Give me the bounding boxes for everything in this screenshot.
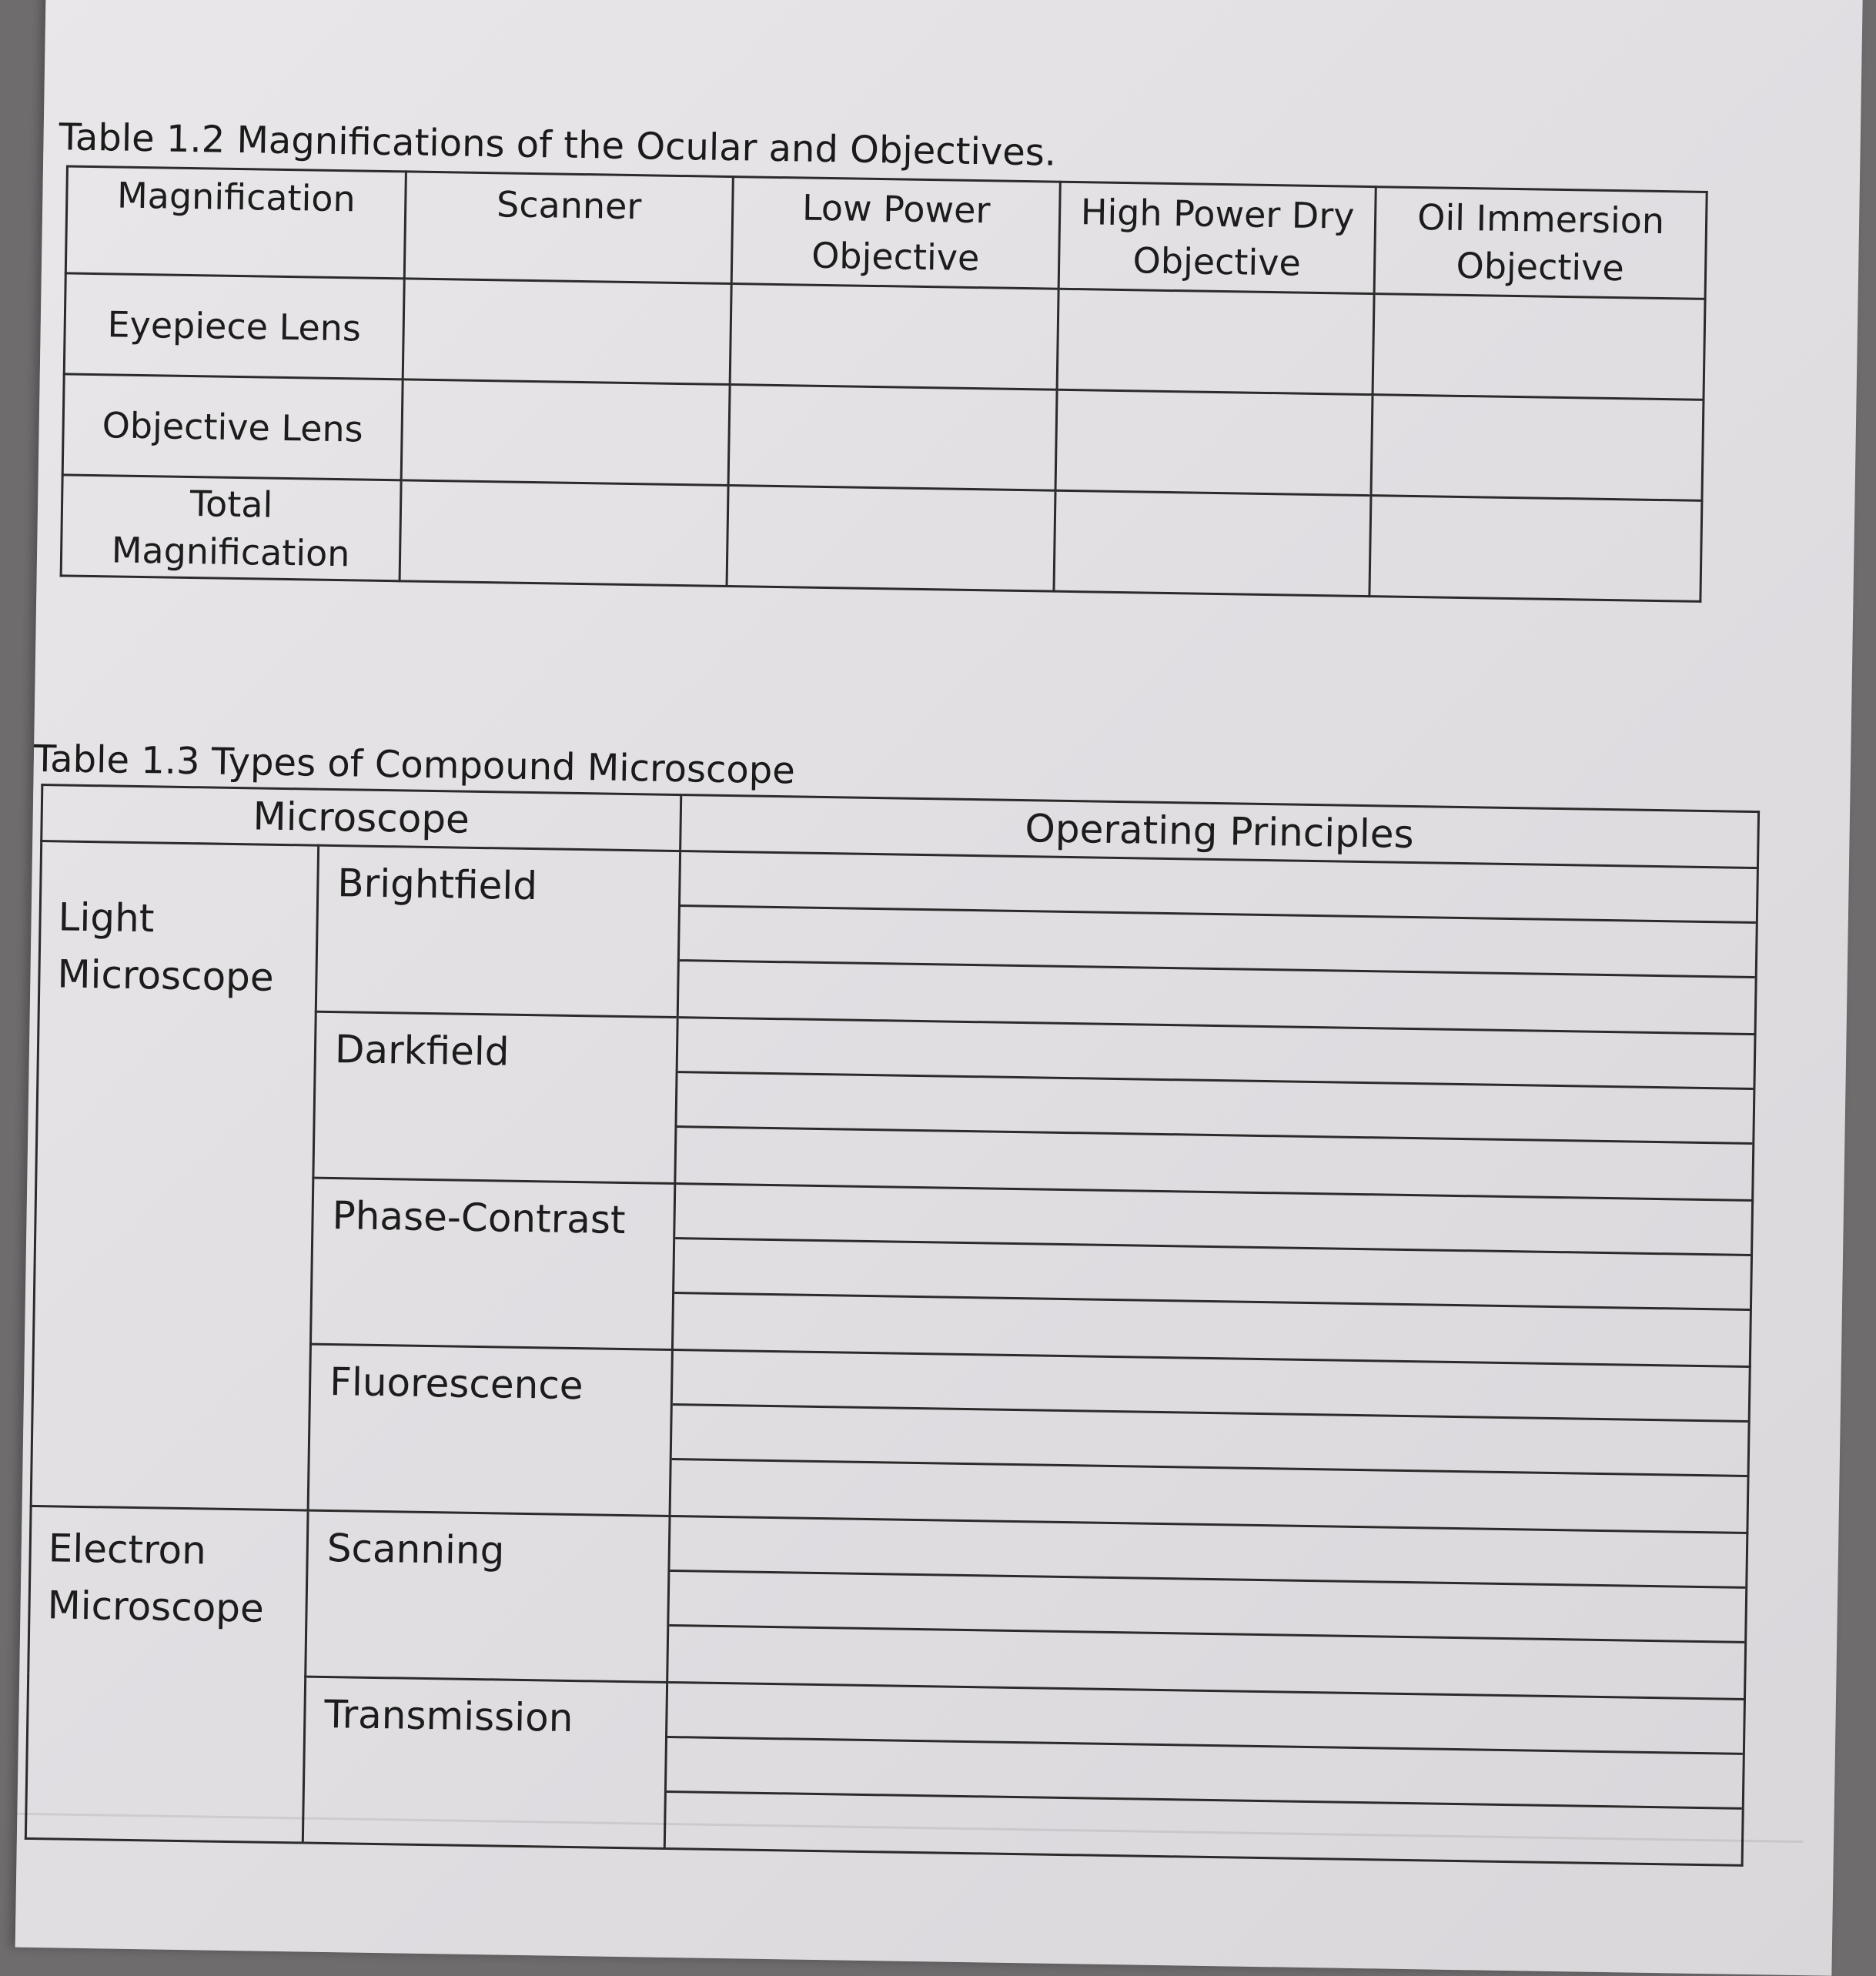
table-row	[28, 1506, 1747, 1699]
magnification-table	[60, 165, 1708, 602]
category-light-microscope-label: Light Microscope	[57, 894, 275, 1000]
answer-cell[interactable]	[727, 486, 1055, 592]
answer-lines[interactable]	[675, 1018, 1755, 1201]
answer-lines[interactable]	[670, 1349, 1750, 1533]
microscope-types-table	[25, 784, 1760, 1867]
answer-cell[interactable]	[401, 379, 730, 486]
header-scanner: Scanner	[404, 172, 733, 284]
answer-cell[interactable]	[730, 284, 1058, 390]
type-darkfield: Darkfield	[313, 1011, 677, 1183]
header-magnification: Magnification	[65, 166, 406, 279]
header-operating-principles: Operating Principles	[681, 795, 1759, 868]
answer-cell[interactable]	[1369, 496, 1702, 602]
category-electron-microscope-label: Electron Microscope	[47, 1526, 265, 1631]
answer-cell[interactable]	[1371, 395, 1704, 501]
type-scanning: Scanning	[306, 1510, 670, 1682]
table-1-2-caption: Table 1.2 Magnifications of the Ocular and Objectives.	[59, 115, 1057, 175]
answer-cell[interactable]	[1057, 289, 1374, 394]
answer-lines[interactable]	[677, 851, 1757, 1035]
header-oil-immersion	[1374, 187, 1707, 299]
answer-cell[interactable]	[1055, 390, 1373, 495]
table-1-3-caption: Table 1.3 Types of Compound Microscope	[33, 737, 796, 793]
type-phase-contrast: Phase-Contrast	[310, 1178, 674, 1349]
answer-cell[interactable]	[728, 385, 1057, 491]
table-row	[38, 841, 1757, 1035]
answer-cell[interactable]	[1054, 490, 1371, 596]
type-transmission: Transmission	[303, 1677, 667, 1848]
answer-cell[interactable]	[1373, 294, 1705, 400]
row-label-eyepiece-lens: Eyepiece Lens	[64, 273, 404, 379]
header-high-power-dry-label: High Power Dry Objective	[1080, 191, 1355, 284]
row-label-objective-lens: Objective Lens	[62, 374, 403, 480]
row-label-total-magnification-text: Total Magnification	[111, 483, 350, 575]
header-microscope: Microscope	[42, 785, 681, 851]
answer-lines[interactable]	[672, 1184, 1752, 1367]
answer-cell[interactable]	[400, 480, 728, 587]
header-low-power-label: Low Power Objective	[801, 186, 991, 279]
category-light-microscope	[31, 841, 319, 1511]
type-brightfield: Brightfield	[316, 845, 680, 1017]
type-fluorescence: Fluorescence	[308, 1344, 672, 1516]
header-oil-immersion-label: Oil Immersion Objective	[1416, 196, 1665, 289]
header-low-power	[731, 177, 1060, 289]
answer-lines[interactable]	[667, 1516, 1747, 1699]
row-label-total-magnification	[61, 475, 401, 581]
worksheet-page	[15, 0, 1863, 1976]
header-high-power-dry	[1058, 182, 1376, 293]
answer-cell[interactable]	[403, 279, 731, 385]
category-electron-microscope	[25, 1506, 308, 1843]
